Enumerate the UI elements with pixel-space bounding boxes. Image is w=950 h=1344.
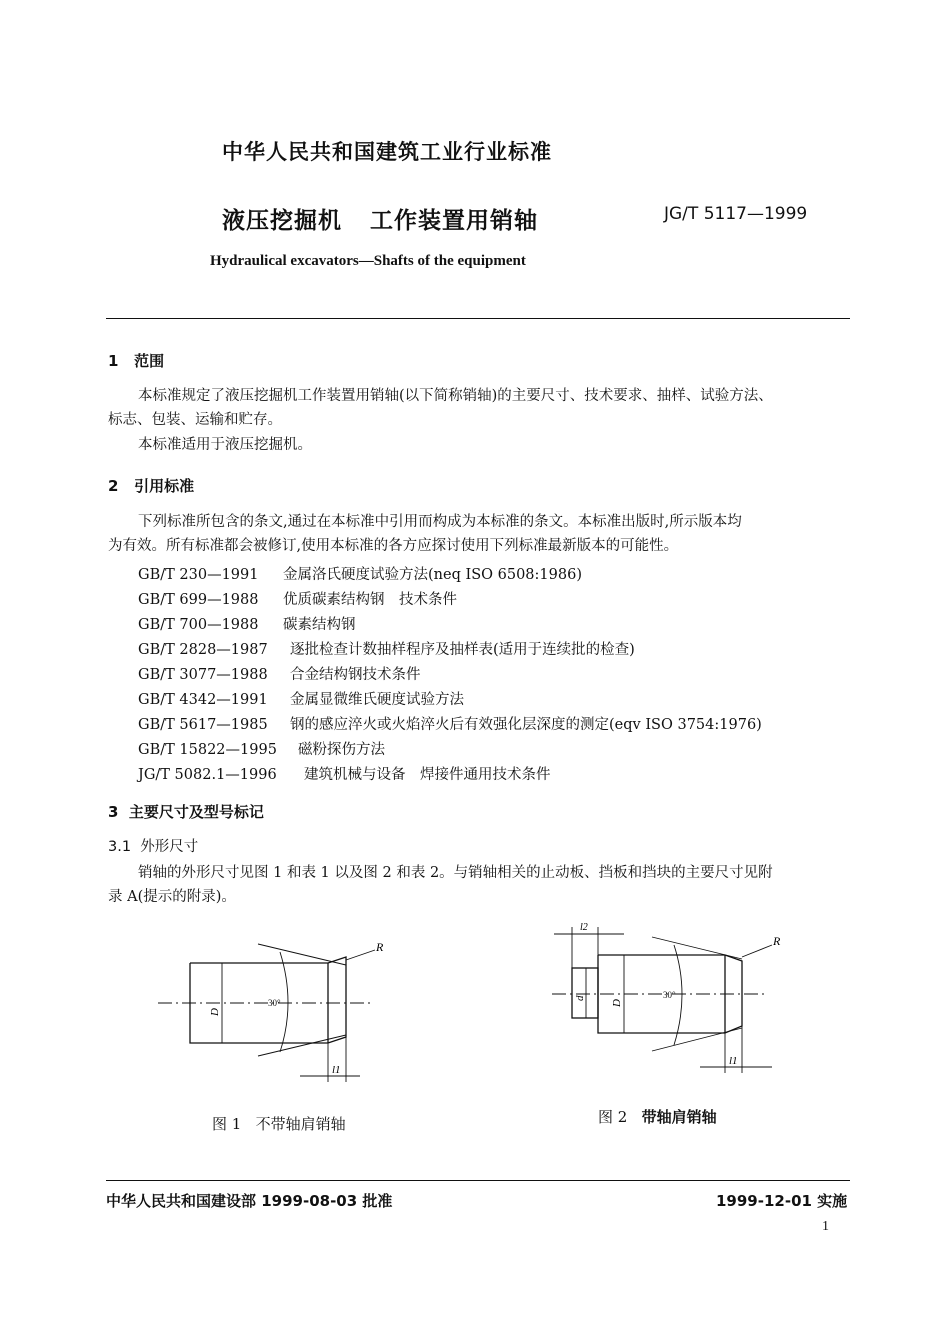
title-part2: 工作装置用销轴 xyxy=(370,208,538,234)
section1-para1-line1: 本标准规定了液压挖掘机工作装置用销轴(以下简称销轴)的主要尺寸、技术要求、抽样、试验方法、 xyxy=(138,388,773,404)
figure2-label-d: d xyxy=(574,995,586,1001)
figure2-caption: 图 2 带轴肩销轴 xyxy=(598,1108,717,1126)
section2-heading xyxy=(108,475,194,496)
reference-item: JG/T 5082.1—1996 建筑机械与设备 焊接件通用技术条件 xyxy=(138,767,551,783)
section2-heading-text: 引用标准 xyxy=(134,477,195,495)
figure1-diagram xyxy=(150,930,390,1090)
header-divider xyxy=(106,318,850,319)
section2-para-line1: 下列标准所包含的条文,通过在本标准中引用而构成为本标准的条文。本标准出版时,所示版本均 xyxy=(138,514,742,530)
figure1-label-R: R xyxy=(376,940,384,954)
figure1-label-l1: l1 xyxy=(332,1064,341,1076)
english-title: Hydraulical excavators—Shafts of the equipment xyxy=(210,253,526,269)
standard-code: JG/T 5117—1999 xyxy=(664,204,808,224)
figure1-angle-line-bottom xyxy=(258,1035,346,1056)
figure1-label-angle: 30° xyxy=(268,998,281,1008)
section1-para1-line2: 标志、包装、运输和贮存。 xyxy=(108,412,282,428)
section3-para-line2: 录 A(提示的附录)。 xyxy=(108,889,236,905)
figure1-caption: 图 1 不带轴肩销轴 xyxy=(212,1115,346,1133)
figure1-R-leader xyxy=(346,950,375,960)
figure2-label-l2: l2 xyxy=(580,922,588,933)
implementation-date: 1999-12-01 实施 xyxy=(716,1192,848,1210)
title-part1: 液压挖掘机 xyxy=(222,208,342,234)
section1-heading-text: 范围 xyxy=(134,352,165,370)
page-number: 1 xyxy=(822,1219,829,1234)
section3-number: 3 xyxy=(108,803,119,821)
section2-number: 2 xyxy=(108,477,119,495)
section1-number: 1 xyxy=(108,352,119,370)
section1-para2: 本标准适用于液压挖掘机。 xyxy=(138,437,312,453)
figure1-angle-line-top xyxy=(258,944,346,965)
reference-item: GB/T 2828—1987 逐批检查计数抽样程序及抽样表(适用于连续批的检查) xyxy=(138,642,635,658)
figure2-R-leader xyxy=(742,945,772,957)
reference-item: GB/T 15822—1995 磁粉探伤方法 xyxy=(138,742,385,758)
reference-item: GB/T 699—1988 优质碳素结构钢 技术条件 xyxy=(138,592,457,608)
figure2-angle-line-top xyxy=(652,937,742,959)
subsection31-heading xyxy=(108,836,198,859)
section3-heading-text: 主要尺寸及型号标记 xyxy=(128,803,264,821)
section3-heading xyxy=(108,801,264,822)
subsection31-number: 3.1 xyxy=(108,839,132,855)
figure2-label-R: R xyxy=(773,934,781,948)
figure2-label-D: D xyxy=(611,999,623,1007)
figure2-shoulder-outline xyxy=(572,968,598,1018)
section2-para-line2: 为有效。所有标准都会被修订,使用本标准的各方应探讨使用下列标准最新版本的可能性。 xyxy=(108,538,679,554)
reference-item: GB/T 230—1991 金属洛氏硬度试验方法(neq ISO 6508:1986) xyxy=(138,567,582,583)
reference-item: GB/T 3077—1988 合金结构钢技术条件 xyxy=(138,667,421,683)
reference-item: GB/T 5617—1985 钢的感应淬火或火焰淬火后有效强化层深度的测定(eqv ISO 3754:1976) xyxy=(138,717,762,733)
footer-divider xyxy=(106,1180,850,1181)
approval-statement: 中华人民共和国建设部 1999-08-03 批准 xyxy=(106,1192,393,1210)
standard-title xyxy=(222,202,538,235)
subsection31-heading-text: 外形尺寸 xyxy=(140,839,199,855)
figure2-label-l1: l1 xyxy=(729,1055,738,1067)
reference-item: GB/T 4342—1991 金属显微维氏硬度试验方法 xyxy=(138,692,464,708)
figure2-angle-line-bottom xyxy=(652,1028,742,1051)
figure1-angle-arc xyxy=(280,952,288,1052)
section3-para-line1: 销轴的外形尺寸见图 1 和表 1 以及图 2 和表 2。与销轴相关的止动板、挡板和挡块的主要尺寸见附 xyxy=(138,865,773,881)
organization-title: 中华人民共和国建筑工业行业标准 xyxy=(222,140,552,164)
reference-item: GB/T 700—1988 碳素结构钢 xyxy=(138,617,356,633)
section1-heading xyxy=(108,350,164,371)
figure2-diagram xyxy=(540,915,790,1085)
figure2-label-angle: 30° xyxy=(663,990,676,1000)
figure1-label-D: D xyxy=(209,1008,221,1016)
